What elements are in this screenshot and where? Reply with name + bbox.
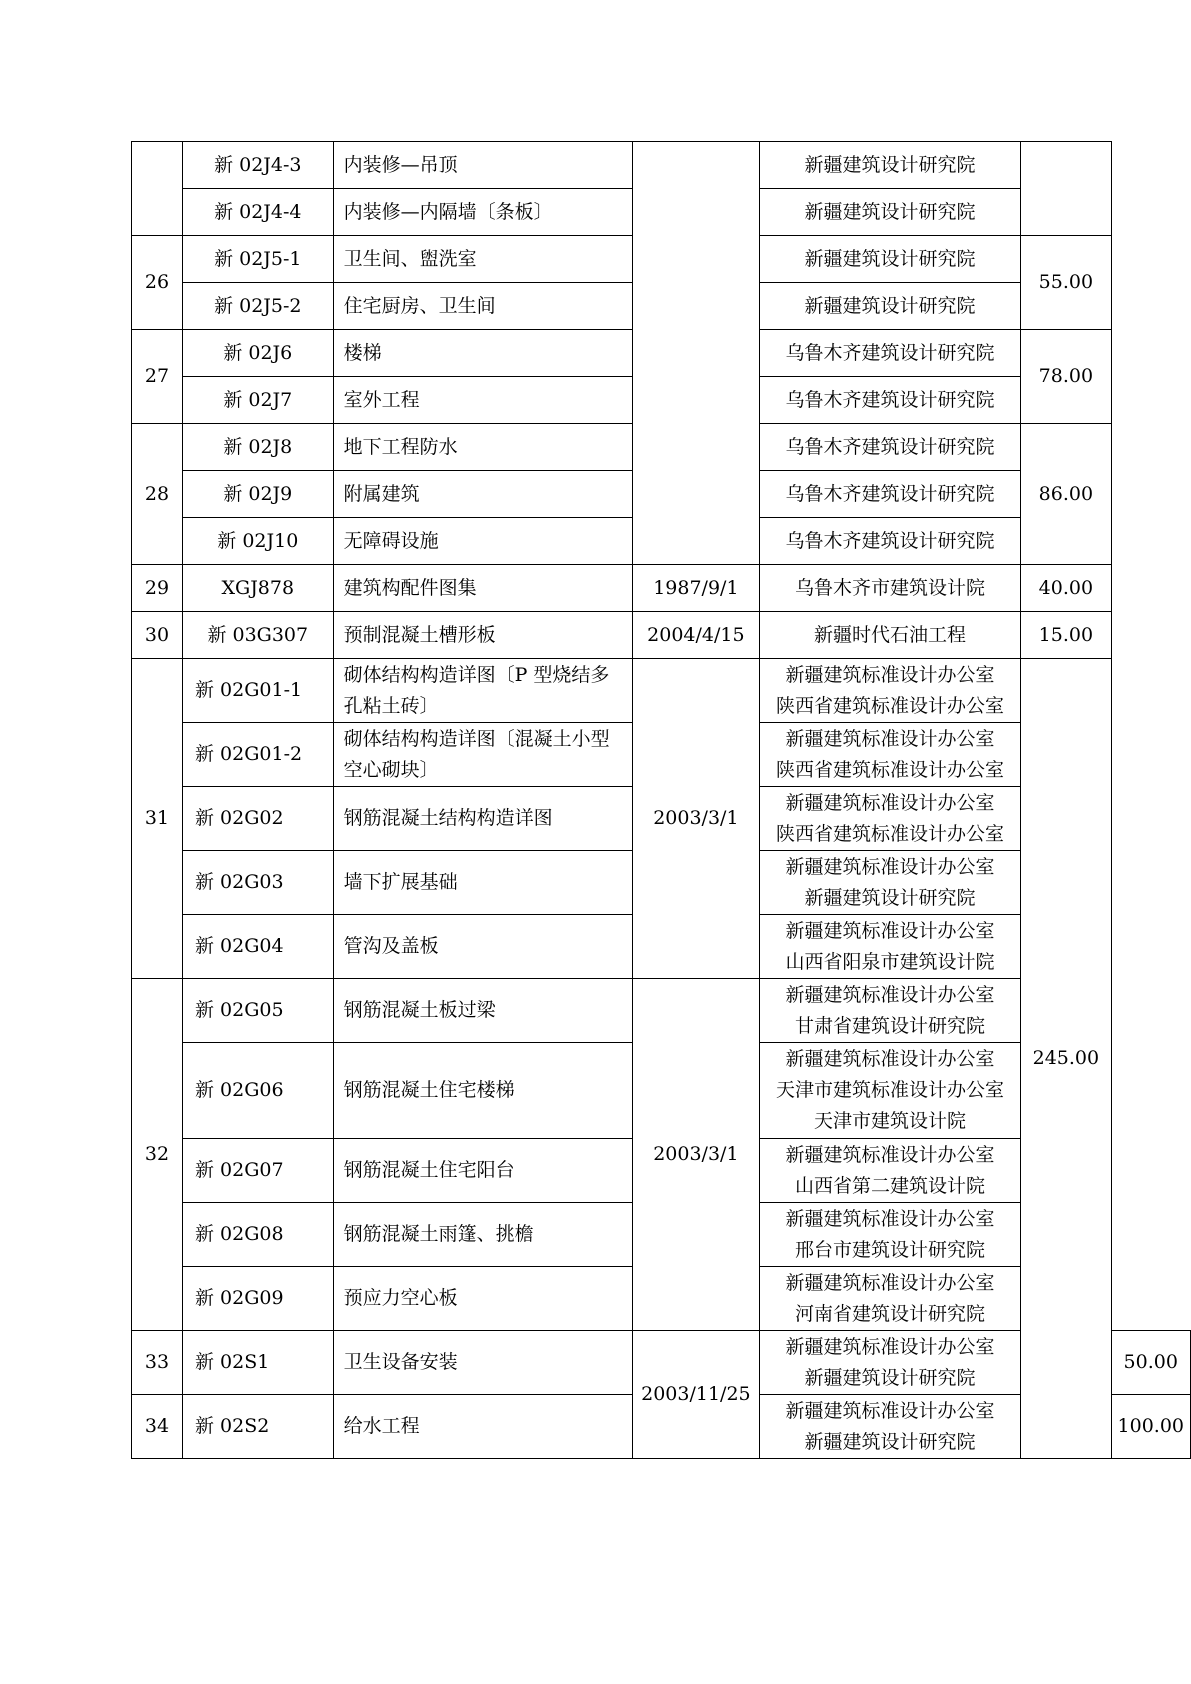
org-line: 山西省第二建筑设计院: [794, 1174, 985, 1197]
org-cell: [759, 1331, 1021, 1395]
org-line: 陕西省建筑标准设计办公室: [775, 694, 1004, 717]
org-line: 新疆建筑设计研究院: [804, 153, 976, 176]
price-cell: 86.00: [1021, 424, 1111, 565]
org-cell: [759, 330, 1021, 377]
org-cell: [759, 1203, 1021, 1267]
org-cell: [759, 518, 1021, 565]
table-row: [132, 565, 1191, 612]
org-line: 河南省建筑设计研究院: [794, 1302, 985, 1325]
title-cell: 地下工程防水: [333, 424, 632, 471]
org-line: 新疆建筑标准设计办公室: [785, 1207, 995, 1230]
code-cell: 新 02J5-1: [183, 236, 334, 283]
org-line: 乌鲁木齐建筑设计研究院: [785, 388, 995, 411]
code-cell: 新 02G04: [183, 915, 334, 979]
org-line: 新疆建筑标准设计办公室: [785, 1143, 995, 1166]
title-text: 砌体结构构造详图〔混凝土小型空心砌块〕: [343, 727, 610, 781]
code-cell: 新 02J8: [183, 424, 334, 471]
code-cell: 新 02G01-1: [183, 659, 334, 723]
code-cell: 新 02G06: [183, 1043, 334, 1139]
price-cell: 55.00: [1021, 236, 1111, 330]
org-cell: [759, 1043, 1021, 1139]
org-cell: [759, 142, 1021, 189]
org-line: 新疆建筑设计研究院: [804, 294, 976, 317]
code-cell: 新 03G307: [183, 612, 334, 659]
org-line: 陕西省建筑标准设计办公室: [775, 822, 1004, 845]
org-cell: [759, 659, 1021, 723]
org-line: 新疆建筑标准设计办公室: [785, 1399, 995, 1422]
date-cell: 2003/11/25: [633, 1331, 760, 1459]
standards-catalog-table: [131, 141, 1191, 1459]
code-cell: 新 02G08: [183, 1203, 334, 1267]
org-cell: [759, 189, 1021, 236]
org-line: 乌鲁木齐建筑设计研究院: [785, 435, 995, 458]
title-cell: 预制混凝土槽形板: [333, 612, 632, 659]
org-line: 天津市建筑设计院: [813, 1110, 966, 1132]
org-line: 新疆建筑标准设计办公室: [785, 983, 995, 1006]
code-cell: 新 02J9: [183, 471, 334, 518]
title-cell: 钢筋混凝土住宅楼梯: [333, 1043, 632, 1139]
date-cell: 2003/3/1: [633, 979, 760, 1331]
org-line: 新疆建筑标准设计办公室: [785, 727, 995, 750]
org-cell: [759, 424, 1021, 471]
serial-cell: 27: [132, 330, 183, 424]
org-line: 新疆建筑设计研究院: [804, 200, 976, 223]
org-cell: [759, 377, 1021, 424]
org-line: 新疆建筑设计研究院: [804, 886, 976, 909]
org-line: 新疆时代石油工程: [813, 623, 966, 646]
title-cell: 建筑构配件图集: [333, 565, 632, 612]
org-line: 新疆建筑设计研究院: [804, 1366, 976, 1389]
code-cell: XGJ878: [183, 565, 334, 612]
org-line: 新疆建筑标准设计办公室: [785, 919, 995, 942]
code-cell: 新 02S1: [183, 1331, 334, 1395]
org-line: 甘肃省建筑设计研究院: [794, 1014, 985, 1037]
price-cell: 15.00: [1021, 612, 1111, 659]
code-cell: 新 02J10: [183, 518, 334, 565]
org-cell: [759, 851, 1021, 915]
org-line: 新疆建筑标准设计办公室: [785, 1271, 995, 1294]
date-cell: 2004/4/15: [633, 612, 760, 659]
code-cell: 新 02G01-2: [183, 723, 334, 787]
org-line: 山西省阳泉市建筑设计院: [785, 950, 995, 973]
date-cell: [633, 142, 760, 565]
code-cell: 新 02G03: [183, 851, 334, 915]
title-cell: [333, 659, 632, 723]
title-cell: 墙下扩展基础: [333, 851, 632, 915]
serial-cell: [132, 142, 183, 236]
org-cell: [759, 787, 1021, 851]
serial-cell: 26: [132, 236, 183, 330]
code-cell: 新 02J6: [183, 330, 334, 377]
org-cell: [759, 283, 1021, 330]
org-cell: [759, 565, 1021, 612]
code-cell: 新 02J7: [183, 377, 334, 424]
title-cell: 预应力空心板: [333, 1267, 632, 1331]
code-cell: 新 02G05: [183, 979, 334, 1043]
price-cell: 78.00: [1021, 330, 1111, 424]
org-line: 乌鲁木齐建筑设计研究院: [785, 482, 995, 505]
serial-cell: 29: [132, 565, 183, 612]
title-cell: 住宅厨房、卫生间: [333, 283, 632, 330]
org-cell: [759, 979, 1021, 1043]
table-row: [132, 612, 1191, 659]
code-cell: 新 02J4-3: [183, 142, 334, 189]
title-cell: 室外工程: [333, 377, 632, 424]
org-line: 新疆建筑标准设计办公室: [785, 1335, 995, 1358]
org-cell: [759, 1395, 1021, 1459]
org-line: 新疆建筑标准设计办公室: [785, 791, 995, 814]
title-cell: 给水工程: [333, 1395, 632, 1459]
org-cell: [759, 1267, 1021, 1331]
serial-cell: 34: [132, 1395, 183, 1459]
org-line: 新疆建筑标准设计办公室: [785, 855, 995, 878]
org-line: 乌鲁木齐建筑设计研究院: [785, 529, 995, 552]
serial-cell: 32: [132, 979, 183, 1331]
org-cell: [759, 236, 1021, 283]
title-cell: 钢筋混凝土结构构造详图: [333, 787, 632, 851]
price-cell: 100.00: [1111, 1395, 1190, 1459]
code-cell: 新 02G09: [183, 1267, 334, 1331]
title-cell: 无障碍设施: [333, 518, 632, 565]
price-cell: 50.00: [1111, 1331, 1190, 1395]
org-cell: [759, 1139, 1021, 1203]
code-cell: 新 02G07: [183, 1139, 334, 1203]
org-cell: [759, 471, 1021, 518]
title-cell: 钢筋混凝土雨篷、挑檐: [333, 1203, 632, 1267]
price-cell: 245.00: [1021, 659, 1111, 1459]
code-cell: 新 02J4-4: [183, 189, 334, 236]
org-cell: [759, 723, 1021, 787]
org-line: 新疆建筑标准设计办公室: [785, 1048, 995, 1070]
title-cell: 钢筋混凝土住宅阳台: [333, 1139, 632, 1203]
title-cell: 卫生设备安装: [333, 1331, 632, 1395]
org-line: 乌鲁木齐建筑设计研究院: [785, 341, 995, 364]
org-line: 乌鲁木齐市建筑设计院: [794, 576, 985, 599]
title-cell: 内装修—吊顶: [333, 142, 632, 189]
title-cell: 管沟及盖板: [333, 915, 632, 979]
serial-cell: 30: [132, 612, 183, 659]
title-cell: 内装修—内隔墙〔条板〕: [333, 189, 632, 236]
org-line: 天津市建筑标准设计办公室: [775, 1079, 1004, 1101]
title-cell: 楼梯: [333, 330, 632, 377]
price-cell: 40.00: [1021, 565, 1111, 612]
serial-cell: 28: [132, 424, 183, 565]
title-cell: 卫生间、盥洗室: [333, 236, 632, 283]
price-cell: [1021, 142, 1111, 236]
serial-cell: 33: [132, 1331, 183, 1395]
title-text: 砌体结构构造详图〔P 型烧结多孔粘土砖〕: [343, 663, 610, 717]
table-row: [132, 659, 1191, 723]
title-cell: [333, 723, 632, 787]
org-line: 新疆建筑设计研究院: [804, 247, 976, 270]
title-cell: 钢筋混凝土板过梁: [333, 979, 632, 1043]
title-cell: 附属建筑: [333, 471, 632, 518]
code-cell: 新 02J5-2: [183, 283, 334, 330]
code-cell: 新 02S2: [183, 1395, 334, 1459]
date-cell: 1987/9/1: [633, 565, 760, 612]
table-row: [132, 142, 1191, 189]
org-line: 邢台市建筑设计研究院: [794, 1238, 985, 1261]
org-line: 新疆建筑设计研究院: [804, 1430, 976, 1453]
serial-cell: 31: [132, 659, 183, 979]
code-cell: 新 02G02: [183, 787, 334, 851]
org-line: 新疆建筑标准设计办公室: [785, 663, 995, 686]
org-line: 陕西省建筑标准设计办公室: [775, 758, 1004, 781]
date-cell: 2003/3/1: [633, 659, 760, 979]
org-cell: [759, 612, 1021, 659]
org-cell: [759, 915, 1021, 979]
